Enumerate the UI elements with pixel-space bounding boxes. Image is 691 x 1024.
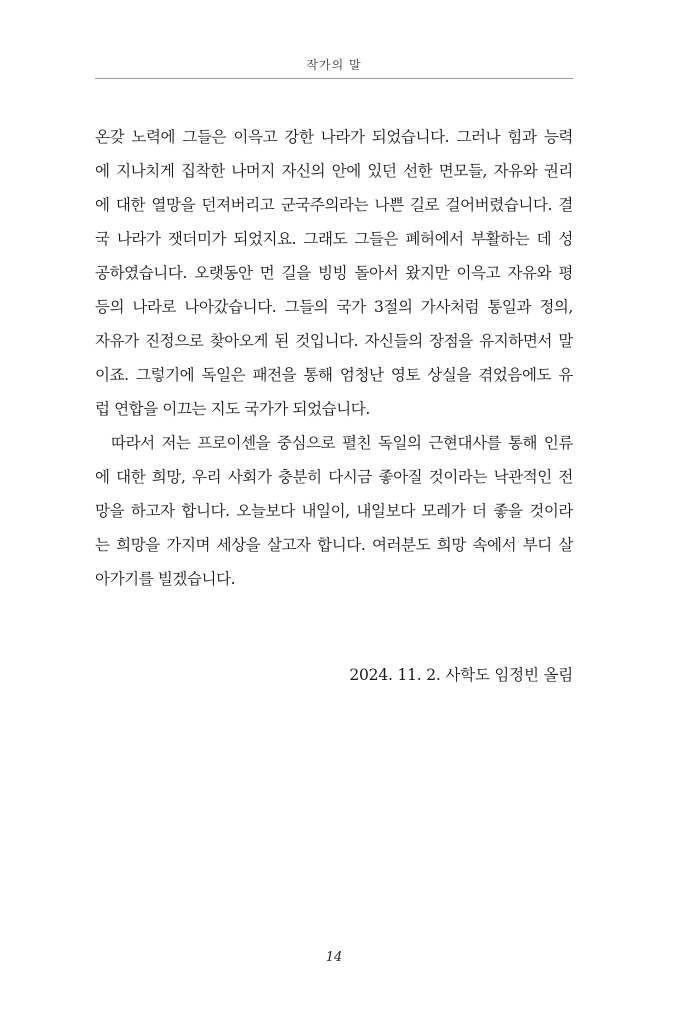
text-line: 공하였습니다. 오랫동안 먼 길을 빙빙 돌아서 왔지만 이윽고 자유와 평 (95, 264, 573, 282)
text-line: 국 나라가 잿더미가 되었지요. 그래도 그들은 폐허에서 부활하는 데 성 (95, 230, 573, 248)
paragraph-1 (95, 120, 573, 426)
text-line: 온갖 노력에 그들은 이윽고 강한 나라가 되었습니다. 그러나 힘과 능력 (95, 128, 573, 146)
text-line: 에 대한 희망, 우리 사회가 충분히 다시금 좋아질 것이라는 낙관적인 전 (95, 468, 573, 486)
text-line: 는 희망을 가지며 세상을 살고자 합니다. 여러분도 희망 속에서 부디 살 (95, 536, 573, 554)
header-rule (95, 78, 573, 79)
running-title: 작가의 말 (306, 58, 362, 72)
body-text (95, 120, 573, 596)
text-line: 망을 하고자 합니다. 오늘보다 내일이, 내일보다 모레가 더 좋을 것이라 (95, 502, 573, 520)
text-line: 따라서 저는 프로이센을 중심으로 펼친 독일의 근현대사를 통해 인류 (111, 434, 573, 452)
text-line: 에 지나치게 집착한 나머지 자신의 안에 있던 선한 면모들, 자유와 권리 (95, 162, 573, 180)
paragraph-2 (95, 426, 573, 596)
text-line: 자유가 진정으로 찾아오게 된 것입니다. 자신들의 장점을 유지하면서 말 (95, 332, 573, 350)
text-line: 럽 연합을 이끄는 지도 국가가 되었습니다. (95, 400, 370, 418)
text-line: 이죠. 그렇기에 독일은 패전을 통해 엄청난 영토 상실을 겪었음에도 유 (95, 366, 573, 384)
text-line: 아가기를 빌겠습니다. (95, 570, 236, 588)
page-number: 14 (325, 950, 343, 965)
text-line: 등의 나라로 나아갔습니다. 그들의 국가 3절의 가사처럼 통일과 정의, (95, 298, 573, 316)
text-line: 에 대한 열망을 던져버리고 군국주의라는 나쁜 길로 걸어버렸습니다. 결 (95, 196, 573, 214)
signature: 2024. 11. 2. 사학도 임정빈 올림 (349, 666, 573, 684)
